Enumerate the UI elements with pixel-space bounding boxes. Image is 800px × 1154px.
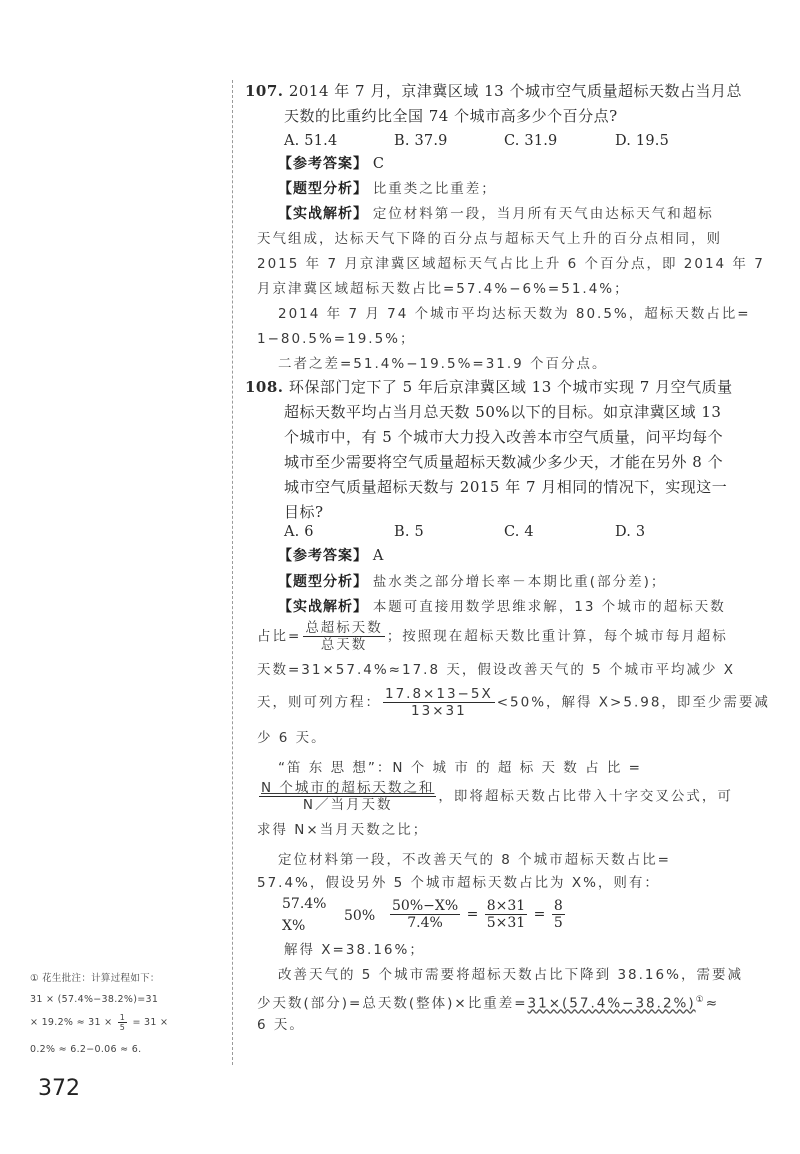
fraction-numerator: 8 — [553, 898, 563, 914]
answer-label: 【参考答案】 — [278, 156, 368, 172]
answer-label: 【参考答案】 — [278, 548, 368, 564]
fraction-denominator: 总天数 — [320, 637, 368, 653]
question-108-analysis-8: 求得 N×当月天数之比； — [257, 822, 429, 838]
question-108-analysis-5: 少 6 天。 — [257, 730, 327, 746]
question-107-answer — [278, 154, 384, 174]
question-108-analysis-6: “笛 东 思 想”：N 个 城 市 的 超 标 天 数 占 比 = — [278, 760, 642, 776]
cross-value-b: X% — [282, 918, 306, 934]
question-108-line3: 个城市中，有 5 个城市大力投入改善本市空气质量，问平均每个 — [284, 428, 724, 446]
question-108-analysis-3: 天数=31×57.4%≈17.8 天，假设改善天气的 5 个城市平均减少 X — [257, 662, 736, 678]
answer-value: C — [372, 156, 385, 172]
text-fragment: <50%，解得 X>5.98，即至少需要减 — [496, 694, 770, 711]
fraction-numerator: 8×31 — [486, 898, 526, 914]
sidenote-fraction — [118, 1013, 127, 1032]
analysis-label: 【实战解析】 — [278, 206, 368, 222]
question-108-line5: 城市空气质量超标天数与 2015 年 7 月相同的情况下，实现这一 — [284, 478, 728, 496]
text-fragment: × 19.2% ≈ 31 × — [30, 1017, 116, 1028]
question-107-analysis-2: 天气组成，达标天气下降的百分点与超标天气上升的百分点相同，则 — [257, 231, 722, 247]
question-108-analysis-12 — [257, 990, 719, 1014]
question-108-option-b: B. 5 — [394, 524, 424, 540]
question-107-analysis-6: 1−80.5%=19.5%； — [257, 331, 416, 347]
margin-divider — [232, 80, 233, 1065]
type-value: 比重类之比重差； — [372, 181, 497, 197]
sidenote-line4: 0.2% ≈ 6.2−0.06 ≈ 6. — [30, 1044, 142, 1055]
question-107-analysis-5: 2014 年 7 月 74 个城市平均达标天数为 80.5%，超标天数占比= — [278, 306, 751, 322]
question-108-analysis-1 — [278, 597, 726, 617]
type-label: 【题型分析】 — [278, 181, 368, 197]
question-108-text-1: 环保部门定下了 5 年后京津冀区域 13 个城市实现 7 月空气质量 — [288, 378, 733, 396]
text-fragment: = 31 × — [129, 1017, 169, 1028]
question-108-solve: 解得 X=38.16%； — [284, 942, 425, 958]
type-label: 【题型分析】 — [278, 574, 368, 590]
question-108-analysis-4 — [257, 686, 770, 719]
question-108-analysis-2 — [257, 620, 728, 653]
fraction-numerator: 50%−X% — [392, 898, 459, 914]
text-fragment: ，即将超标天数占比带入十字交叉公式，可 — [438, 788, 733, 805]
question-108-answer — [278, 546, 383, 566]
type-value: 盐水类之部分增长率－本期比重(部分差)； — [372, 574, 667, 590]
fraction-days — [485, 898, 527, 931]
fraction-ratio — [552, 898, 565, 931]
question-108-type — [278, 572, 666, 592]
analysis-text: 本题可直接用数学思维求解，13 个城市的超标天数 — [372, 599, 726, 615]
question-107-analysis-3: 2015 年 7 月京津冀区域超标天气占比上升 6 个百分点，即 2014 年 7 — [257, 256, 765, 272]
page-number: 372 — [38, 1076, 80, 1101]
fraction-total-ratio — [303, 620, 385, 653]
sidenote-line3 — [30, 1013, 168, 1032]
analysis-text: 定位材料第一段，当月所有天气由达标天气和超标 — [372, 206, 714, 222]
question-108-analysis-11: 改善天气的 5 个城市需要将超标天数占比下降到 38.16%，需要减 — [278, 967, 743, 983]
question-108-analysis-10: 57.4%，假设另外 5 个城市超标天数占比为 X%，则有： — [257, 875, 660, 891]
question-108-analysis-13: 6 天。 — [257, 1017, 305, 1033]
answer-value: A — [372, 548, 384, 564]
question-108-line6: 目标? — [284, 503, 324, 521]
fraction-denominator: 5×31 — [486, 915, 526, 931]
cross-formula — [388, 898, 567, 931]
fraction-equation — [383, 686, 495, 719]
text-fragment: ；按照现在超标天数比重计算，每个城市每月超标 — [386, 628, 728, 645]
question-107-line2: 天数的比重约比全国 74 个城市高多少个百分点? — [284, 107, 618, 125]
question-107-text-1: 2014 年 7 月，京津冀区域 13 个城市空气质量超标天数占当月总 — [288, 82, 742, 100]
question-108-analysis-7 — [257, 780, 733, 813]
equals-sign: = — [466, 906, 479, 923]
question-108-number: 108. — [245, 378, 284, 396]
question-107-number: 107. — [245, 82, 284, 100]
text-fragment: ≈ — [705, 995, 720, 1012]
analysis-label: 【实战解析】 — [278, 599, 368, 615]
question-107-type — [278, 179, 497, 199]
cross-value-c: 50% — [344, 908, 376, 924]
fraction-diff — [390, 898, 460, 931]
question-108-line2: 超标天数平均占当月总天数 50%以下的目标。如京津冀区域 13 — [284, 403, 722, 421]
text-fragment: 天，则可列方程： — [257, 694, 381, 711]
question-107-option-b: B. 37.9 — [394, 133, 448, 149]
question-107-line1 — [245, 81, 742, 101]
fraction-denominator: 5 — [553, 915, 563, 931]
cross-value-a: 57.4% — [282, 896, 327, 912]
wavy-underlined-expression: 31×(57.4%−38.2%) — [527, 995, 696, 1012]
footnote-marker: ① — [695, 995, 706, 1005]
fraction-numerator: 17.8×13−5X — [385, 686, 493, 702]
question-108-option-c: C. 4 — [504, 524, 534, 540]
text-fragment: 占比= — [257, 628, 302, 645]
question-108-analysis-9: 定位材料第一段，不改善天气的 8 个城市超标天数占比= — [278, 852, 671, 868]
question-108-option-d: D. 3 — [615, 524, 646, 540]
question-107-option-d: D. 19.5 — [615, 133, 670, 149]
fraction-denominator: N／当月天数 — [302, 797, 393, 813]
question-108-line1 — [245, 377, 733, 397]
fraction-n-cities — [259, 780, 436, 813]
question-108-line4: 城市至少需要将空气质量超标天数减少多少天，才能在另外 8 个 — [284, 453, 724, 471]
question-107-option-c: C. 31.9 — [504, 133, 558, 149]
question-107-analysis-7: 二者之差=51.4%−19.5%=31.9 个百分点。 — [278, 356, 608, 372]
sidenote-line1: ① 花生批注：计算过程如下： — [30, 973, 160, 984]
equals-sign: = — [533, 906, 546, 923]
question-107-analysis-1 — [278, 204, 714, 224]
fraction-numerator: 1 — [119, 1013, 126, 1022]
fraction-denominator: 7.4% — [407, 915, 443, 931]
fraction-denominator: 5 — [119, 1023, 126, 1032]
question-108-option-a: A. 6 — [284, 524, 314, 540]
question-107-analysis-4: 月京津冀区域超标天数占比=57.4%−6%=51.4%； — [257, 281, 630, 297]
fraction-numerator: 总超标天数 — [305, 620, 383, 636]
text-fragment: 少天数(部分)=总天数(整体)×比重差= — [257, 995, 528, 1012]
question-107-option-a: A. 51.4 — [284, 133, 338, 149]
fraction-numerator: N 个城市的超标天数之和 — [261, 780, 435, 796]
sidenote-line2: 31 × (57.4%−38.2%)=31 — [30, 994, 159, 1005]
fraction-denominator: 13×31 — [411, 703, 467, 719]
